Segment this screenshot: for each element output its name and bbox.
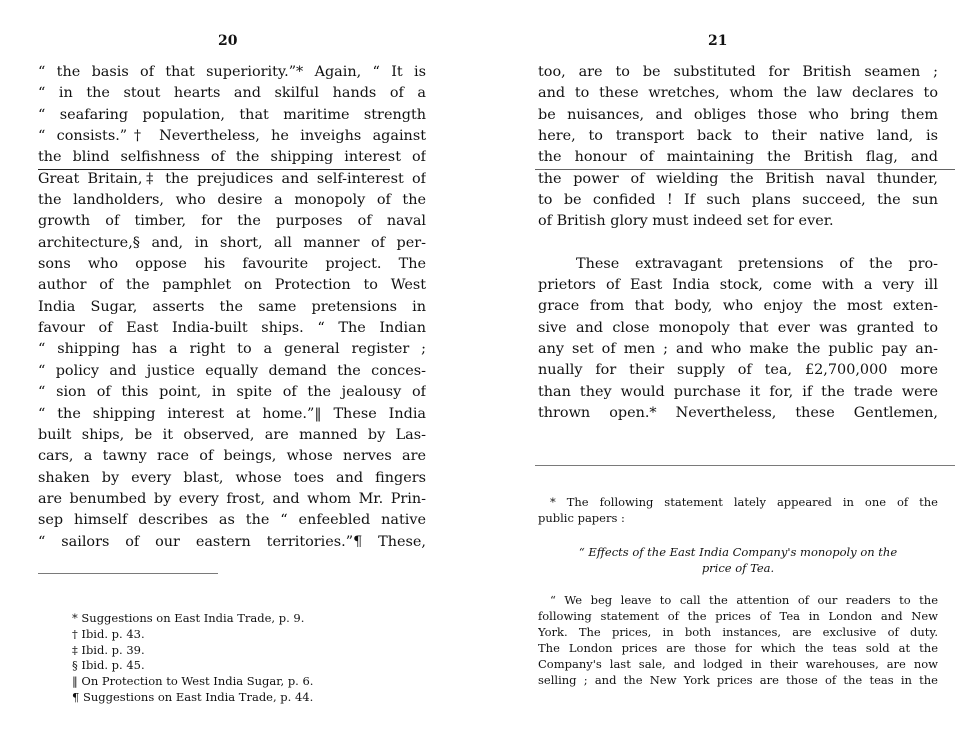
footnote: † Ibid. p. 43. (72, 626, 145, 641)
text-line: “ consists.”† Nevertheless, he inveighs against (38, 128, 426, 145)
footnote-line: public papers : (538, 511, 625, 525)
footnote-line: The London prices are those for which the teas sold at the (538, 641, 938, 655)
text-line: sive and close monopoly that ever was granted to (538, 319, 938, 336)
text-line: growth of timber, for the purposes of naval (38, 213, 426, 230)
text-line: “ sion of this point, in spite of the jealousy of (38, 384, 426, 401)
footnote-line: Company's last sale, and lodged in their warehouses, are now (538, 657, 938, 671)
text-line: thrown open.* Nevertheless, these Gentlemen, (538, 405, 938, 422)
footnote: § Ibid. p. 45. (72, 658, 145, 673)
text-line: shaken by every blast, whose toes and fingers (38, 469, 426, 486)
text-line: here, to transport back to their native land, is (538, 128, 938, 145)
text-line: “ seafaring population, that maritime strength (38, 106, 426, 123)
text-line: “ shipping has a right to a general register ; (38, 341, 426, 358)
text-line: “ policy and justice equally demand the conces- (38, 362, 426, 379)
text-line: are benumbed by every frost, and whom Mr. Prin- (38, 490, 426, 507)
text-line: than they would purchase it for, if the trade were (538, 383, 938, 400)
text-line: sep himself describes as the “ enfeebled native (38, 512, 426, 529)
quoted-text (538, 592, 938, 688)
text-line: the honour of maintaining the British flag, and (538, 149, 938, 166)
scan-rule-line (535, 169, 955, 170)
text-line: favour of East India-built ships. “ The Indian (38, 320, 426, 337)
page-number-left: 20 (218, 33, 238, 49)
text-line: architecture,§ and, in short, all manner of per- (38, 234, 426, 251)
text-line: any set of men ; and who make the public pay an- (538, 341, 938, 358)
footnote: ‡ Ibid. p. 39. (72, 642, 145, 657)
text-line: These extravagant pretensions of the pro- (576, 255, 938, 272)
text-line: the blind selfishness of the shipping interest of (38, 149, 426, 166)
quoted-heading: price of Tea. (701, 561, 775, 575)
page-number-right: 21 (708, 33, 728, 49)
scan-rule-line (38, 169, 390, 170)
text-line: grace from that body, who enjoy the most exten- (538, 298, 938, 315)
text-line: and to these wretches, whom the law declares to (538, 85, 938, 102)
text-line: the power of wielding the British naval thunder, (538, 170, 938, 187)
left-page-body (38, 62, 426, 553)
footnote: ¶ Suggestions on East India Trade, p. 44. (72, 689, 314, 704)
text-line: the landholders, who desire a monopoly of the (38, 192, 426, 209)
text-line: “ in the stout hearts and skilful hands of a (38, 85, 426, 102)
right-footnote-block (538, 494, 938, 688)
text-line: to be confided ! If such plans succeed, the sun (538, 192, 938, 209)
footnote: * Suggestions on East India Trade, p. 9. (72, 611, 305, 625)
footnote-line: * The following statement lately appeared in one of the (550, 495, 938, 509)
text-line: too, are to be substituted for British seamen ; (538, 64, 938, 80)
text-line: prietors of East India stock, come with a very ill (538, 277, 938, 294)
text-line: of British glory must indeed set for ever. (538, 213, 834, 230)
text-line: “ the basis of that superiority.”* Again, “ It is (38, 64, 426, 80)
footnote-line: following statement of the prices of Tea in London and New (538, 609, 938, 623)
text-line: built ships, be it observed, are manned by Las- (38, 426, 426, 443)
text-line: be nuisances, and obliges those who bring them (538, 106, 938, 123)
text-line: sons who oppose his favourite project. The (38, 256, 426, 273)
footnote-separator (38, 573, 218, 574)
text-line: author of the pamphlet on Protection to West (38, 277, 426, 294)
text-line: nually for their supply of tea, £2,700,000 more (538, 362, 938, 379)
quoted-heading: “ Effects of the East India Company's monopoly on the (578, 545, 898, 559)
text-line: India Sugar, asserts the same pretensions in (38, 298, 426, 315)
footnote: ‖ On Protection to West India Sugar, p. 6. (72, 674, 314, 689)
text-line: Great Britain,‡ the prejudices and self-interest of (38, 170, 426, 187)
right-page (490, 0, 980, 751)
right-page-body (538, 62, 938, 425)
text-line: cars, a tawny race of beings, whose nerves are (38, 448, 426, 465)
text-line: “ the shipping interest at home.”‖ These India (38, 405, 426, 422)
footnote-separator (535, 465, 955, 466)
left-footnotes (72, 611, 372, 706)
text-line: “ sailors of our eastern territories.”¶ These, (38, 533, 426, 550)
footnote-line: “ We beg leave to call the attention of our readers to the (550, 593, 938, 607)
footnote-line: selling ; and the New York prices are those of the teas in the (538, 673, 938, 687)
footnote-line: York. The prices, in both instances, are exclusive of duty. (538, 625, 938, 639)
